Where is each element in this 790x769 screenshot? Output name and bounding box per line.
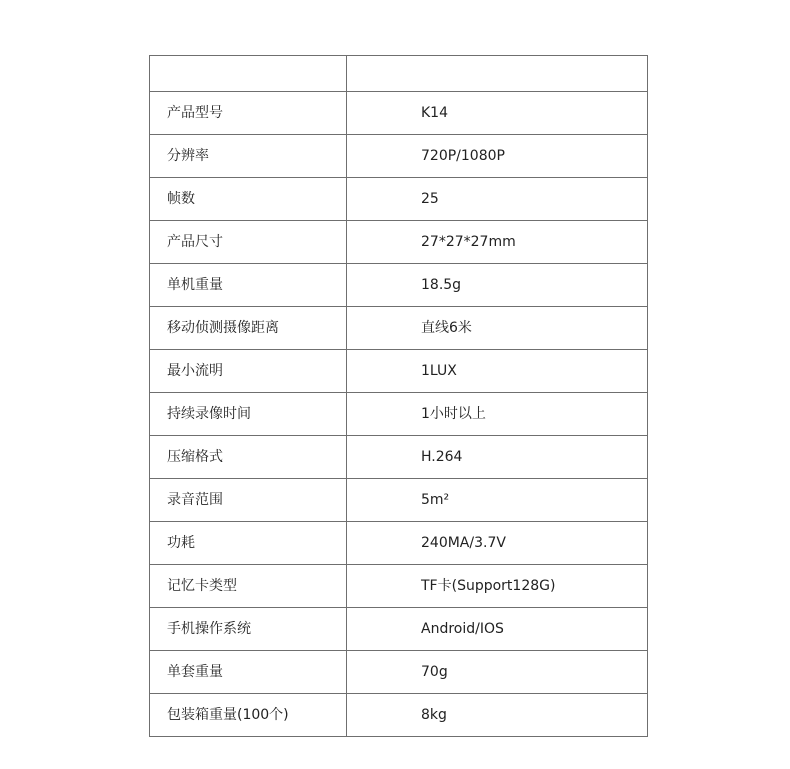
table-row (150, 565, 648, 608)
row-value: 5m² (347, 479, 648, 522)
row-label: 功耗 (150, 522, 347, 565)
row-value: 18.5g (347, 264, 648, 307)
row-value: K14 (347, 92, 648, 135)
table-row (150, 436, 648, 479)
table-row (150, 479, 648, 522)
table-row (150, 307, 648, 350)
row-label: 记忆卡类型 (150, 565, 347, 608)
row-label: 产品型号 (150, 92, 347, 135)
table-row (150, 92, 648, 135)
row-value: 27*27*27mm (347, 221, 648, 264)
row-value: 720P/1080P (347, 135, 648, 178)
row-label: 手机操作系统 (150, 608, 347, 651)
row-value: TF卡(Support128G) (347, 565, 648, 608)
row-label: 产品尺寸 (150, 221, 347, 264)
table-row (150, 221, 648, 264)
table-row (150, 694, 648, 737)
table-row (150, 393, 648, 436)
row-label: 单机重量 (150, 264, 347, 307)
table-row (150, 608, 648, 651)
table-row (150, 350, 648, 393)
row-value: 25 (347, 178, 648, 221)
table-row (150, 178, 648, 221)
row-value: H.264 (347, 436, 648, 479)
row-value: 70g (347, 651, 648, 694)
row-label: 最小流明 (150, 350, 347, 393)
row-value: 240MA/3.7V (347, 522, 648, 565)
row-label: 移动侦测摄像距离 (150, 307, 347, 350)
table-row (150, 651, 648, 694)
row-label: 包装箱重量(100个) (150, 694, 347, 737)
row-value: 8kg (347, 694, 648, 737)
row-label: 持续录像时间 (150, 393, 347, 436)
row-label: 单套重量 (150, 651, 347, 694)
row-value: 直线6米 (347, 307, 648, 350)
row-label: 录音范围 (150, 479, 347, 522)
row-label: 分辨率 (150, 135, 347, 178)
table-header-row (150, 56, 648, 92)
table-row (150, 264, 648, 307)
table-row (150, 135, 648, 178)
header-cell-label (150, 56, 347, 92)
row-value: 1小时以上 (347, 393, 648, 436)
table-row (150, 522, 648, 565)
row-label: 压缩格式 (150, 436, 347, 479)
row-value: 1LUX (347, 350, 648, 393)
row-value: Android/IOS (347, 608, 648, 651)
spec-table-body (150, 56, 648, 737)
header-cell-value (347, 56, 648, 92)
spec-table (149, 55, 648, 737)
row-label: 帧数 (150, 178, 347, 221)
